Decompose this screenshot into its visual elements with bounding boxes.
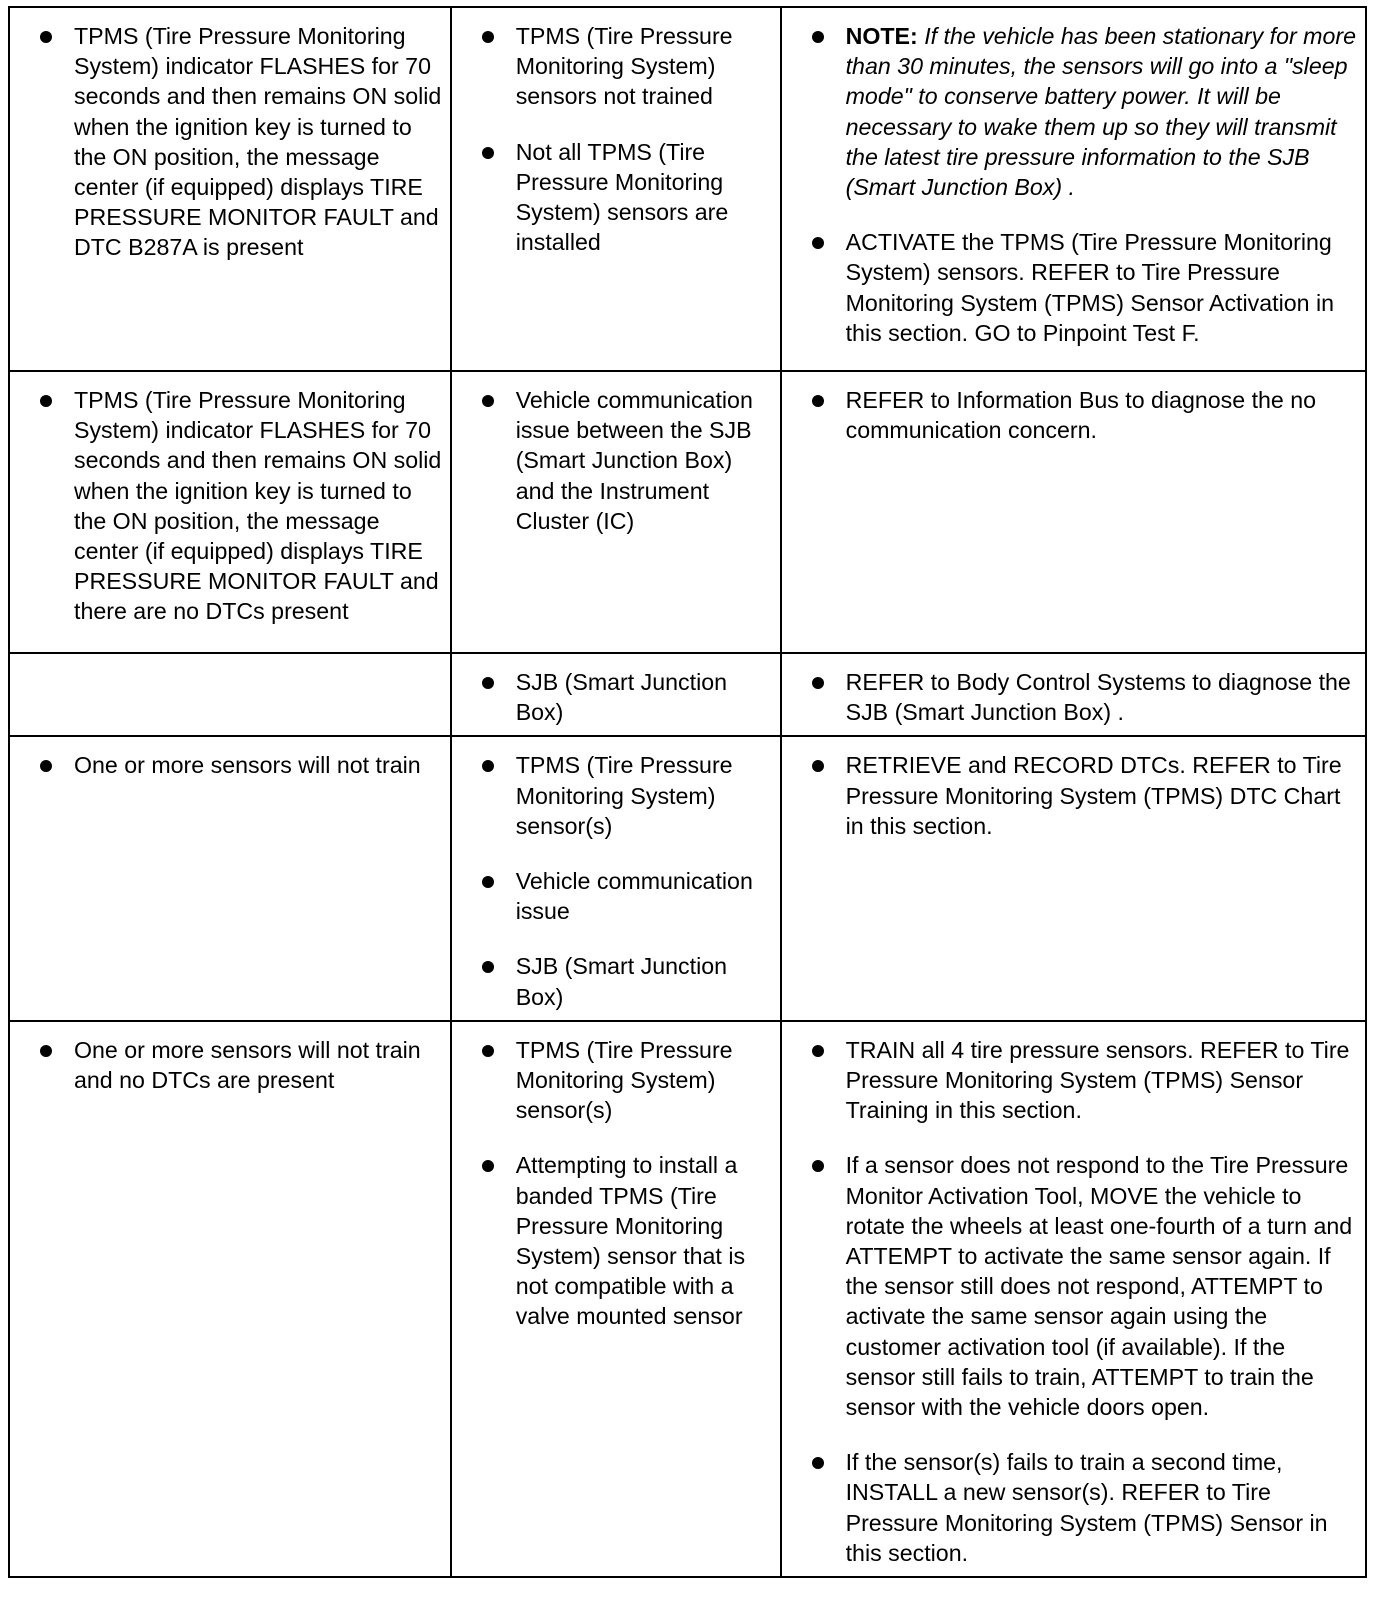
condition-cell [9, 736, 451, 1020]
possible-source-item: Not all TPMS (Tire Pressure Monitoring System) sensors are installed [482, 137, 772, 258]
action-item: REFER to Information Bus to diagnose the no communication concern. [812, 385, 1357, 445]
condition-item: TPMS (Tire Pressure Monitoring System) indicator FLASHES for 70 seconds and then remains ON solid when the ignition key is turned to the ON position, the message center (if equipped) displays TIRE PRESSURE MONITOR FAULT and there are no DTCs present [40, 385, 442, 627]
possible-source-cell [451, 1021, 781, 1577]
action-cell [781, 1021, 1366, 1577]
action-item: If a sensor does not respond to the Tire Pressure Monitor Activation Tool, MOVE the vehicle to rotate the wheels at least one-fourth of a turn and ATTEMPT to activate the same sensor again. If the sensor still does not respond, ATTEMPT to activate the same sensor again using the customer activation tool (if available). If the sensor still fails to train, ATTEMPT to train the sensor with the vehicle doors open. [812, 1150, 1357, 1422]
note-label: NOTE: [845, 23, 918, 49]
action-item: TRAIN all 4 tire pressure sensors. REFER to Tire Pressure Monitoring System (TPMS) Sensor Training in this section. [812, 1035, 1357, 1126]
possible-source-item: TPMS (Tire Pressure Monitoring System) sensor(s) [482, 1035, 772, 1126]
note-item [812, 21, 1357, 202]
action-item: RETRIEVE and RECORD DTCs. REFER to Tire Pressure Monitoring System (TPMS) DTC Chart in this section. [812, 750, 1357, 841]
possible-source-item: TPMS (Tire Pressure Monitoring System) sensors not trained [482, 21, 772, 112]
action-item: ACTIVATE the TPMS (Tire Pressure Monitoring System) sensors. REFER to Tire Pressure Monitoring System (TPMS) Sensor Activation in this section. GO to Pinpoint Test F. [812, 227, 1357, 348]
action-item: If the sensor(s) fails to train a second time, INSTALL a new sensor(s). REFER to Tire Pressure Monitoring System (TPMS) Sensor in this section. [812, 1447, 1357, 1568]
action-cell [781, 736, 1366, 1020]
symptom-chart-table [8, 6, 1367, 1578]
possible-source-item: Vehicle communication issue between the SJB (Smart Junction Box) and the Instrument Cluster (IC) [482, 385, 772, 536]
condition-cell [9, 7, 451, 371]
possible-source-cell [451, 7, 781, 371]
condition-cell [9, 371, 451, 653]
possible-source-item: TPMS (Tire Pressure Monitoring System) sensor(s) [482, 750, 772, 841]
table-row [9, 371, 1366, 653]
possible-source-item: SJB (Smart Junction Box) [482, 667, 772, 727]
possible-source-item: Attempting to install a banded TPMS (Tire Pressure Monitoring System) sensor that is not compatible with a valve mounted sensor [482, 1150, 772, 1331]
action-cell [781, 7, 1366, 371]
table-row [9, 1021, 1366, 1577]
condition-item: TPMS (Tire Pressure Monitoring System) indicator FLASHES for 70 seconds and then remains ON solid when the ignition key is turned to the ON position, the message center (if equipped) displays TIRE PRESSURE MONITOR FAULT and DTC B287A is present [40, 21, 442, 263]
table-row [9, 7, 1366, 371]
possible-source-cell [451, 736, 781, 1020]
condition-cell [9, 1021, 451, 1577]
note-text: If the vehicle has been stationary for more than 30 minutes, the sensors will go into a "sleep mode" to conserve battery power. It will be necessary to wake them up so they will transmit the latest tire pressure information to the SJB (Smart Junction Box) . [845, 23, 1356, 201]
possible-source-cell [451, 653, 781, 736]
condition-cell [9, 653, 451, 736]
table-row [9, 736, 1366, 1020]
condition-item: One or more sensors will not train and no DTCs are present [40, 1035, 442, 1095]
action-cell [781, 371, 1366, 653]
possible-source-cell [451, 371, 781, 653]
condition-item: One or more sensors will not train [40, 750, 442, 780]
possible-source-item: SJB (Smart Junction Box) [482, 951, 772, 1011]
table-row [9, 653, 1366, 736]
action-cell [781, 653, 1366, 736]
possible-source-item: Vehicle communication issue [482, 866, 772, 926]
action-item: REFER to Body Control Systems to diagnose the SJB (Smart Junction Box) . [812, 667, 1357, 727]
